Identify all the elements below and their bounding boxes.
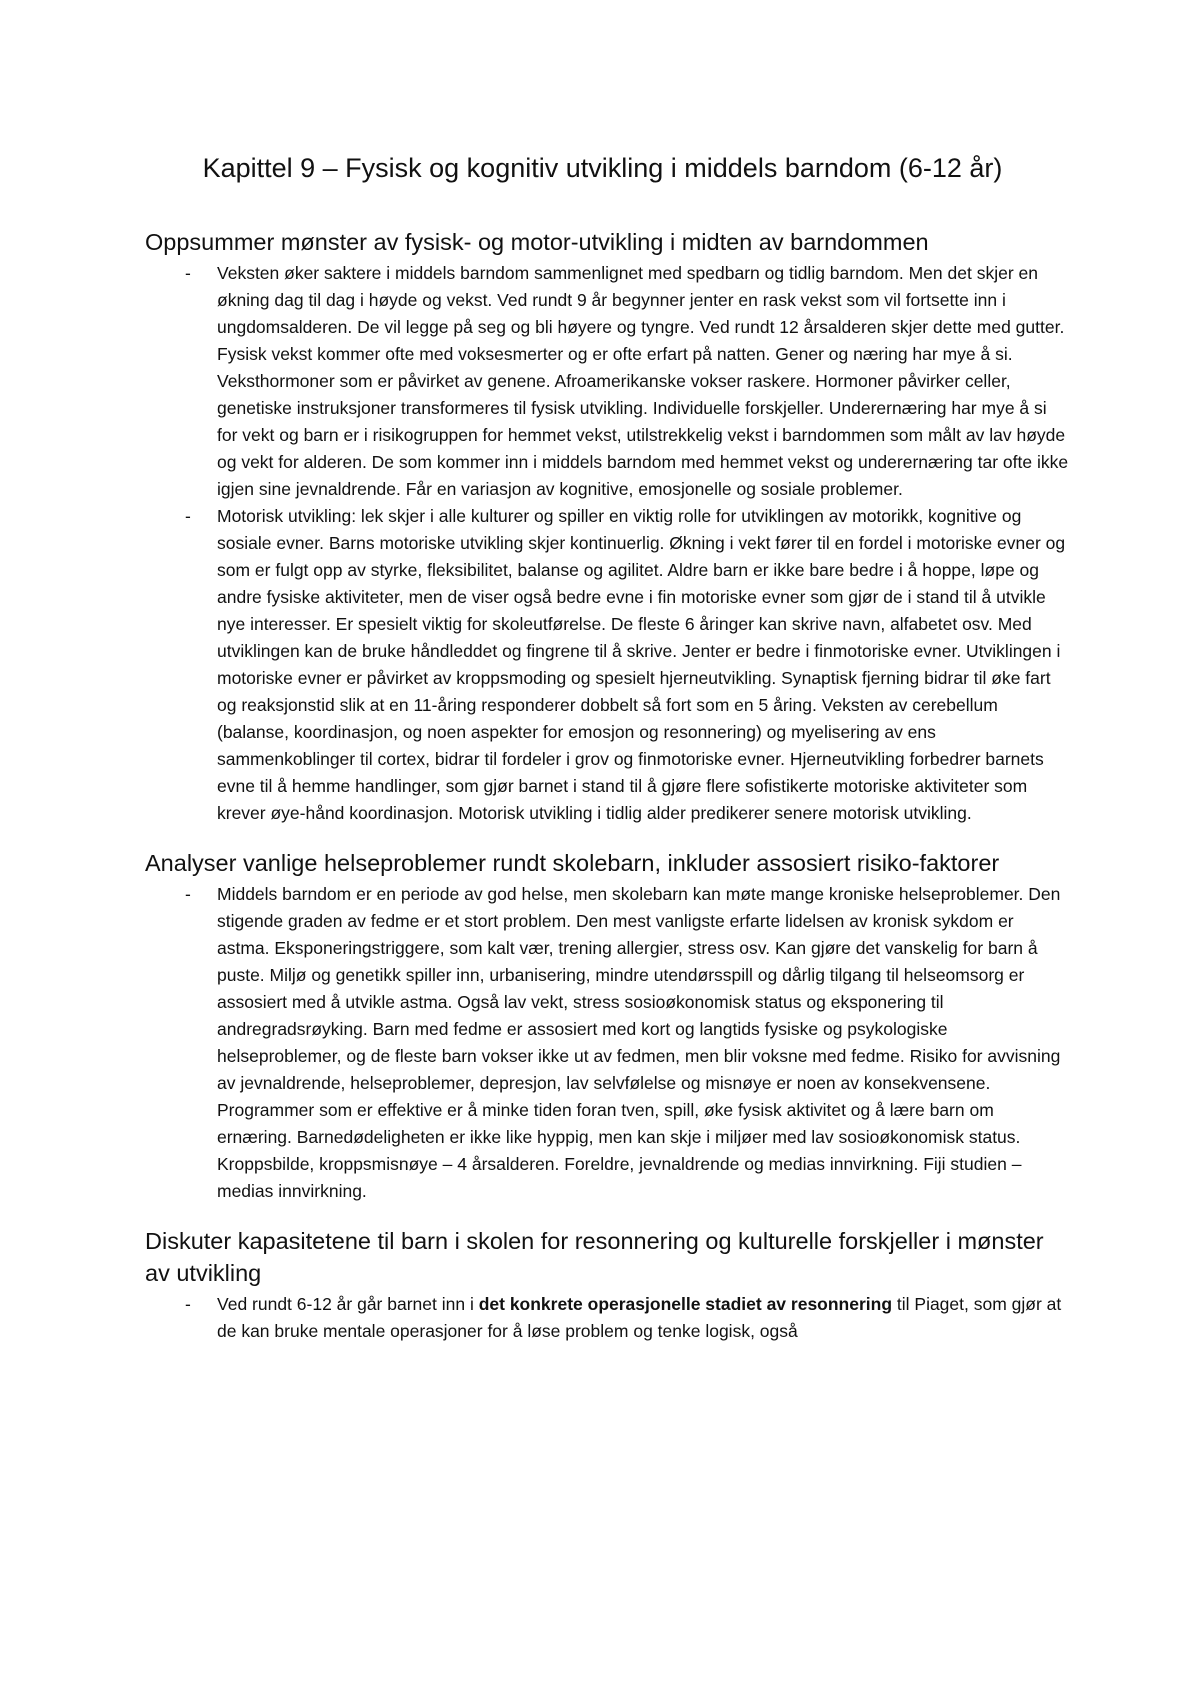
list-item <box>145 881 1070 1205</box>
bullet-text-start: Ved rundt 6-12 år går barnet inn i <box>217 1294 479 1314</box>
bullet-marker: - <box>185 506 191 526</box>
section-heading: Analyser vanlige helseproblemer rundt skolebarn, inkluder assosiert risiko-faktorer <box>145 850 1000 876</box>
bold-term: det konkrete operasjonelle stadiet av resonnering <box>478 1294 893 1314</box>
list-item <box>145 260 1070 503</box>
bullet-text: Motorisk utvikling: lek skjer i alle kulturer og spiller en viktig rolle for utviklingen av motorikk, kognitive og sosiale evner. Barns motoriske utvikling skjer kontinuerlig. Økning i vekt fører til en fordel i motoriske evner og som er fulgt opp av styrke, fleksibilitet, balanse og agilitet. Aldre barn er ikke bare bedre i å hoppe, løpe og andre fysiske aktiviteter, men de viser også bedre evne i fin motoriske evner som gjør de i stand til å utvikle nye interesser. Er spesielt viktig for skoleutførelse. De fleste 6 åringer kan skrive navn, alfabetet osv. Med utviklingen kan de bruke håndleddet og fingrene til å skrive. Jenter er bedre i finmotoriske evner. Utviklingen i motoriske evner er påvirket av kroppsmoding og spesielt hjerneutvikling. Synaptisk fjerning bidrar til øke fart og reaksjonstid slik at en 11-åring responderer dobbelt så fort som en 5 åring. Veksten av cerebellum (balanse, koordinasjon, og noen aspekter for emosjon og resonnering) og myelisering av ens sammenkoblinger til cortex, bidrar til fordeler i grov og finmotoriske evner. Hjerneutvikling forbedrer barnets evne til å hemme handlinger, som gjør barnet i stand til å gjøre flere sofistikerte motoriske aktiviteter som krever øye-hånd koordinasjon. Motorisk utvikling i tidlig alder predikerer senere motorisk utvikling. <box>217 506 1066 823</box>
section-health-problems <box>145 847 1070 1205</box>
bullet-list <box>145 1291 1070 1345</box>
section-heading: Diskuter kapasitetene til barn i skolen for resonnering og kulturelle forskjeller i mønster av utvikling <box>145 1228 1044 1286</box>
bullet-marker: - <box>185 263 191 283</box>
list-item <box>145 503 1070 827</box>
section-reasoning-capacities <box>145 1225 1070 1345</box>
document-title: Kapittel 9 – Fysisk og kognitiv utvikling i middels barndom (6-12 år) <box>202 153 1003 183</box>
bullet-marker: - <box>185 884 191 904</box>
list-item <box>145 1291 1070 1345</box>
bullet-marker: - <box>185 1294 191 1314</box>
bullet-list <box>145 260 1070 827</box>
bullet-text: Middels barndom er en periode av god helse, men skolebarn kan møte mange kroniske helseproblemer. Den stigende graden av fedme er et stort problem. Den mest vanligste erfarte lidelsen av kronisk sykdom er astma. Eksponeringstriggere, som kalt vær, trening allergier, stress osv. Kan gjøre det vanskelig for barn å puste. Miljø og genetikk spiller inn, urbanisering, mindre utendørsspill og dårlig tilgang til helseomsorg er assosiert med å utvikle astma. Også lav vekt, stress sosioøkonomisk status og eksponering til andregradsrøyking. Barn med fedme er assosiert med kort og langtids fysiske og psykologiske helseproblemer, og de fleste barn vokser ikke ut av fedmen, men blir voksne med fedme. Risiko for avvisning av jevnaldrende, helseproblemer, depresjon, lav selvfølelse og misnøye er noen av konsekvensene. Programmer som er effektive er å minke tiden foran tven, spill, øke fysisk aktivitet og å lære barn om ernæring. Barnedødeligheten er ikke like hyppig, men kan skje i miljøer med lav sosioøkonomisk status. Kroppsbilde, kroppsmisnøye – 4 årsalderen. Foreldre, jevnaldrende og medias innvirkning. Fiji studien – medias innvirkning. <box>217 884 1061 1201</box>
bullet-text-end: til Piaget, som gjør at de kan bruke mentale operasjoner for å løse problem og tenke logisk, også <box>217 1294 1062 1341</box>
bullet-text: Veksten øker saktere i middels barndom sammenlignet med spedbarn og tidlig barndom. Men det skjer en økning dag til dag i høyde og vekst. Ved rundt 9 år begynner jenter en rask vekst som vil fortsette inn i ungdomsalderen. De vil legge på seg og bli høyere og tyngre. Ved rundt 12 årsalderen skjer dette med gutter. Fysisk vekst kommer ofte med voksesmerter og er ofte erfart på natten. Gener og næring har mye å si. Veksthormoner som er påvirket av genene. Afroamerikanske vokser raskere. Hormoner påvirker celler, genetiske instruksjoner transformeres til fysisk utvikling. Individuelle forskjeller. Underernæring har mye å si for vekt og barn er i risikogruppen for hemmet vekst, utilstrekkelig vekst i barndommen som målt av lav høyde og vekt for alderen. De som kommer inn i middels barndom med hemmet vekst og underernæring tar ofte ikke igjen sine jevnaldrende. Får en variasjon av kognitive, emosjonelle og sosiale problemer. <box>217 263 1069 499</box>
section-heading: Oppsummer mønster av fysisk- og motor-utvikling i midten av barndommen <box>145 229 929 255</box>
bullet-list <box>145 881 1070 1205</box>
section-physical-motor-development <box>145 226 1070 827</box>
bullet-text <box>217 1291 1070 1345</box>
